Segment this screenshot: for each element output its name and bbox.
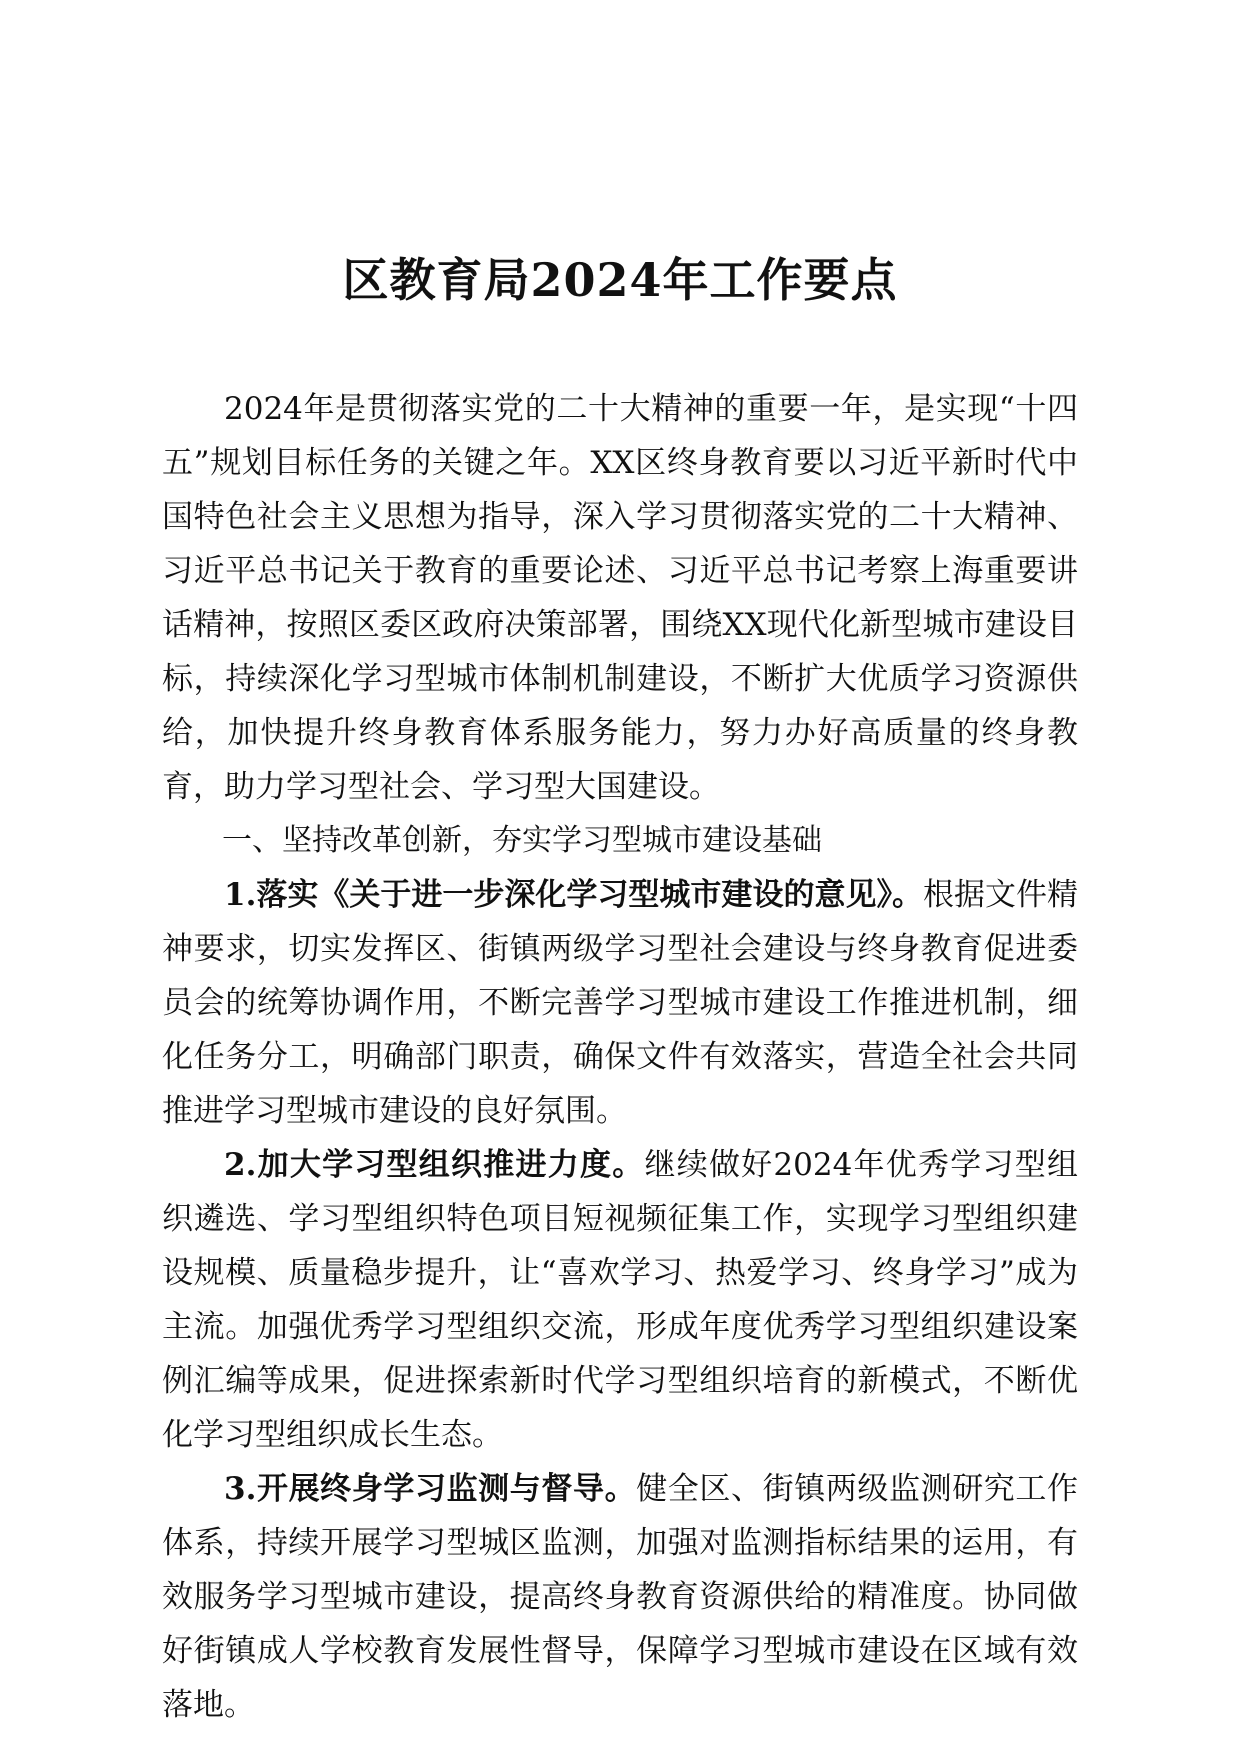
item-title-3: 3.开展终身学习监测与督导。: [224, 1471, 637, 1507]
document-title: 区教育局2024年工作要点: [342, 253, 898, 307]
item-text-1: 根据文件精神要求，切实发挥区、街镇两级学习型社会建设与终身教育促进委员会的统筹协调作用，不断完善学习型城市建设工作推进机制，细化任务分工，明确部门职责，确保文件有效落实，营造全社会共同推进学习型城市建设的良好氛围。: [162, 877, 1078, 1129]
intro-paragraph: 2024年是贯彻落实党的二十大精神的重要一年，是实现“十四五”规划目标任务的关键之年。XX区终身教育要以习近平新时代中国特色社会主义思想为指导，深入学习贯彻落实党的二十大精神、习近平总书记关于教育的重要论述、习近平总书记考察上海重要讲话精神，按照区委区政府决策部署，围绕XX现代化新型城市建设目标，持续深化学习型城市体制机制建设，不断扩大优质学习资源供给，加快提升终身教育体系服务能力，努力办好高质量的终身教育，助力学习型社会、学习型大国建设。: [162, 391, 1078, 805]
item-title-2: 2.加大学习型组织推进力度。: [224, 1147, 645, 1183]
item-text-3: 健全区、街镇两级监测研究工作体系，持续开展学习型城区监测，加强对监测指标结果的运用，有效服务学习型城市建设，提高终身教育资源供给的精准度。协同做好街镇成人学校教育发展性督导，保障学习型城市建设在区域有效落地。: [162, 1471, 1078, 1723]
item-paragraph-2: [162, 1138, 1078, 1462]
item-title-1: 1.落实《关于进一步深化学习型城市建设的意见》。: [224, 877, 923, 913]
item-text-2: 继续做好2024年优秀学习型组织遴选、学习型组织特色项目短视频征集工作，实现学习型组织建设规模、质量稳步提升，让“喜欢学习、热爱学习、终身学习”成为主流。加强优秀学习型组织交流，形成年度优秀学习型组织建设案例汇编等成果，促进探索新时代学习型组织培育的新模式，不断优化学习型组织成长生态。: [162, 1147, 1078, 1453]
section-heading-1: 一、坚持改革创新，夯实学习型城市建设基础: [222, 823, 822, 858]
item-paragraph-3: [162, 1462, 1078, 1732]
document-body: [162, 382, 1078, 1732]
item-paragraph-1: [162, 868, 1078, 1138]
